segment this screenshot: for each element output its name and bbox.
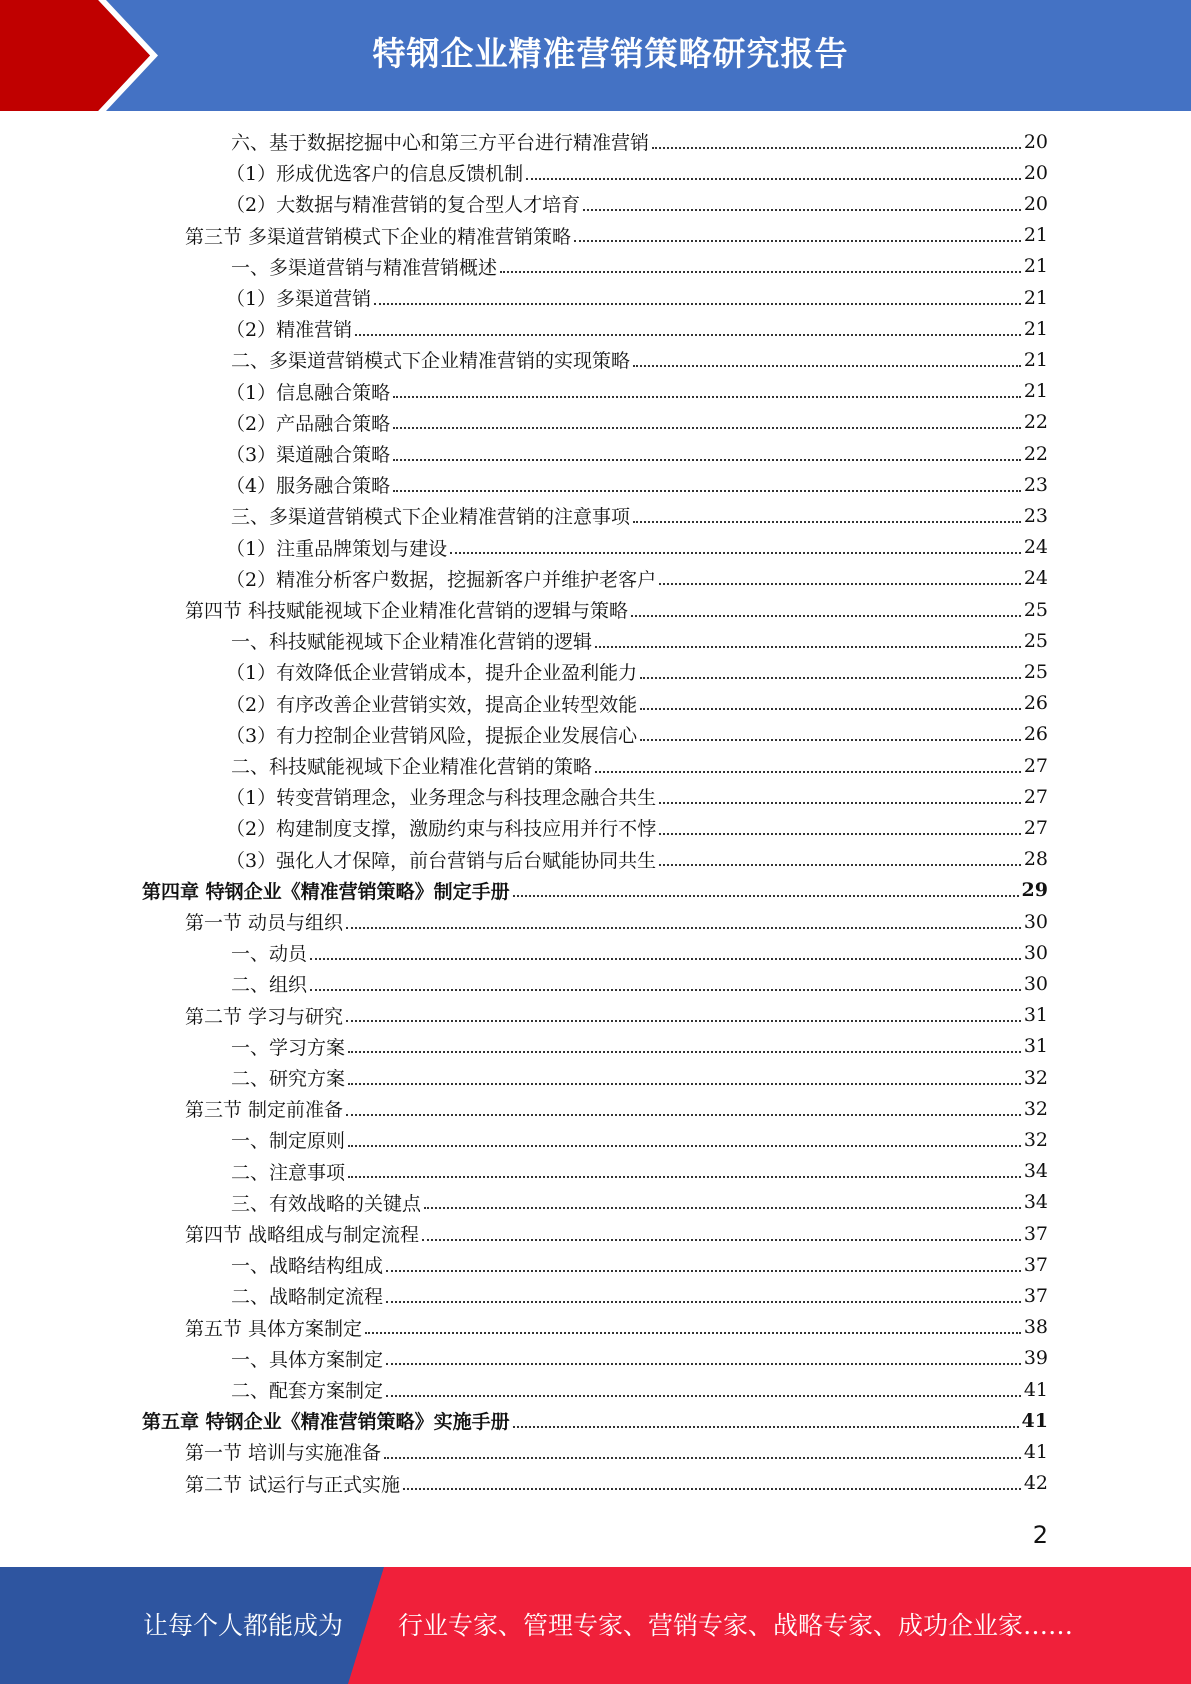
toc-entry-label: （2）大数据与精准营销的复合型人才培育 (226, 194, 581, 217)
toc-dot-leader (450, 552, 1021, 554)
toc-item-entry[interactable] (226, 188, 1048, 219)
toc-entry-page: 32 (1023, 1128, 1048, 1151)
footer-slogan-left: 让每个人都能成为 (143, 1611, 344, 1640)
toc-dot-leader (393, 427, 1021, 429)
toc-entry-label: 二、注意事项 (231, 1161, 346, 1184)
toc-entry-label: （2）有序改善企业营销实效，提高企业转型效能 (226, 693, 638, 716)
toc-entry-page: 21 (1023, 348, 1048, 371)
toc-item-entry[interactable] (226, 719, 1048, 750)
toc-entry-label: 一、学习方案 (231, 1036, 346, 1059)
toc-item-entry[interactable] (231, 1124, 1048, 1155)
toc-dot-leader (500, 271, 1021, 273)
toc-entry-label: 第三节 制定前准备 (185, 1099, 344, 1122)
toc-dot-leader (393, 490, 1021, 492)
toc-entry-page: 20 (1023, 192, 1048, 215)
toc-entry-page: 27 (1023, 785, 1048, 808)
toc-item-entry[interactable] (226, 532, 1048, 563)
toc-dot-leader (659, 802, 1021, 804)
toc-dot-leader (348, 1176, 1021, 1178)
toc-entry-label: （2）产品融合策略 (226, 412, 391, 435)
toc-dot-leader (346, 1020, 1021, 1022)
toc-entry-label: （1）转变营销理念，业务理念与科技理念融合共生 (226, 787, 657, 810)
toc-entry-page: 24 (1023, 567, 1048, 590)
toc-dot-leader (640, 739, 1021, 741)
toc-entry-label: （1）多渠道营销 (226, 288, 372, 310)
toc-item-entry[interactable] (226, 563, 1048, 594)
toc-entry-label: 二、组织 (231, 974, 308, 997)
toc-entry-label: 二、配套方案制定 (231, 1380, 384, 1402)
toc-item-entry[interactable] (231, 625, 1048, 656)
toc-entry-label: 一、战略结构组成 (231, 1255, 384, 1278)
toc-entry-page: 41 (1023, 1378, 1048, 1401)
toc-dot-leader (348, 1145, 1021, 1147)
toc-item-entry[interactable] (231, 1374, 1048, 1405)
toc-entry-page: 21 (1023, 224, 1048, 247)
page-header (0, 0, 1191, 111)
toc-dot-leader (513, 895, 1019, 897)
toc-entry-label: （2）构建制度支撑，激励约束与科技应用并行不悖 (226, 818, 657, 841)
toc-dot-leader (595, 771, 1021, 773)
toc-item-entry[interactable] (226, 407, 1048, 438)
page-footer (0, 1567, 1191, 1684)
toc-dot-leader (513, 1426, 1019, 1428)
toc-item-entry[interactable] (226, 656, 1048, 687)
toc-entry-label: （1）注重品牌策划与建设 (226, 537, 448, 560)
toc-dot-leader (374, 303, 1021, 305)
toc-entry-page: 32 (1023, 1066, 1048, 1089)
toc-dot-leader (640, 677, 1021, 679)
toc-dot-leader (393, 396, 1021, 398)
toc-item-entry[interactable] (226, 157, 1048, 188)
toc-entry-label: 六、基于数据挖掘中心和第三方平台进行精准营销 (231, 132, 650, 154)
toc-section-entry[interactable] (185, 220, 1048, 251)
toc-entry-label: 第二节 试运行与正式实施 (185, 1473, 401, 1496)
toc-entry-label: （3）有力控制企业营销风险，提振企业发展信心 (226, 724, 638, 747)
toc-dot-leader (386, 1363, 1021, 1365)
toc-entry-label: （2）精准营销 (226, 319, 353, 342)
toc-entry-page: 39 (1023, 1347, 1048, 1370)
page-number: 2 (1032, 1521, 1048, 1549)
toc-item-entry[interactable] (231, 1062, 1048, 1093)
toc-entry-page: 25 (1023, 660, 1048, 683)
header-title: 特钢企业精准营销策略研究报告 (372, 34, 849, 73)
toc-section-entry[interactable] (185, 1468, 1048, 1499)
toc-dot-leader (526, 178, 1021, 180)
toc-entry-page: 38 (1023, 1316, 1048, 1339)
toc-dot-leader (583, 209, 1021, 211)
toc-entry-page: 32 (1023, 1097, 1048, 1120)
toc-item-entry[interactable] (231, 126, 1048, 157)
toc-item-entry[interactable] (226, 313, 1048, 344)
toc-entry-page: 31 (1023, 1035, 1048, 1058)
toc-dot-leader (384, 1457, 1021, 1459)
toc-dot-leader (348, 1083, 1021, 1085)
toc-entry-label: 三、有效战略的关键点 (231, 1192, 422, 1215)
toc-entry-page: 20 (1023, 130, 1048, 153)
toc-entry-page: 34 (1023, 1191, 1048, 1214)
toc-dot-leader (659, 583, 1021, 585)
toc-entry-page: 26 (1023, 723, 1048, 746)
toc-section-entry[interactable] (185, 906, 1048, 937)
toc-entry-label: 二、多渠道营销模式下企业精准营销的实现策略 (231, 350, 631, 373)
toc-entry-page: 28 (1023, 848, 1048, 871)
toc-section-entry[interactable] (185, 1000, 1048, 1031)
toc-item-entry[interactable] (231, 1156, 1048, 1187)
toc-entry-page: 21 (1023, 255, 1048, 278)
toc-entry-page: 42 (1023, 1472, 1048, 1495)
toc-item-entry[interactable] (226, 688, 1048, 719)
toc-item-entry[interactable] (231, 344, 1048, 375)
toc-dot-leader (574, 240, 1021, 242)
toc-dot-leader (652, 147, 1021, 149)
toc-item-entry[interactable] (231, 500, 1048, 531)
toc-dot-leader (348, 1051, 1021, 1053)
toc-entry-page: 26 (1023, 692, 1048, 715)
toc-dot-leader (424, 1207, 1021, 1209)
toc-entry-page: 25 (1023, 598, 1048, 621)
toc-entry-label: （2）精准分析客户数据，挖掘新客户并维护老客户 (226, 568, 657, 591)
toc-item-entry[interactable] (231, 1249, 1048, 1280)
toc-section-entry[interactable] (185, 594, 1048, 625)
toc-dot-leader (422, 1239, 1021, 1241)
toc-entry-label: 第一节 培训与实施准备 (185, 1442, 382, 1465)
toc-item-entry[interactable] (226, 844, 1048, 875)
toc-entry-page: 31 (1023, 1004, 1048, 1027)
toc-dot-leader (640, 708, 1021, 710)
toc-entry-label: （3）强化人才保障，前台营销与后台赋能协同共生 (226, 849, 657, 872)
toc-entry-label: （1）信息融合策略 (226, 381, 391, 404)
toc-dot-leader (310, 958, 1021, 960)
footer-slogan-right: 行业专家、管理专家、营销专家、战略专家、成功企业家…… (398, 1611, 1074, 1640)
toc-entry-page: 24 (1023, 536, 1048, 559)
toc-entry-label: （1）有效降低企业营销成本，提升企业盈利能力 (226, 662, 638, 685)
toc-item-entry[interactable] (226, 812, 1048, 843)
toc-dot-leader (346, 1114, 1021, 1116)
toc-entry-page: 23 (1023, 504, 1048, 527)
toc-entry-label: 二、战略制定流程 (231, 1286, 384, 1309)
toc-chapter-entry[interactable] (142, 1405, 1048, 1436)
toc-entry-label: 一、动员 (231, 943, 308, 966)
toc-dot-leader (595, 646, 1021, 648)
toc-item-entry[interactable] (226, 438, 1048, 469)
toc-dot-leader (659, 864, 1021, 866)
toc-item-entry[interactable] (231, 937, 1048, 968)
toc-item-entry[interactable] (231, 1187, 1048, 1218)
toc-section-entry[interactable] (185, 1093, 1048, 1124)
toc-dot-leader (393, 459, 1021, 461)
toc-entry-page: 20 (1023, 161, 1048, 184)
toc-dot-leader (310, 989, 1021, 991)
toc-entry-label: 第五章 特钢企业《精准营销策略》实施手册 (142, 1411, 510, 1434)
toc-entry-label: 第一节 动员与组织 (185, 912, 344, 934)
toc-entry-page: 25 (1023, 629, 1048, 652)
toc-chapter-entry[interactable] (142, 875, 1048, 906)
toc-entry-page: 21 (1023, 317, 1048, 340)
toc-item-entry[interactable] (231, 1280, 1048, 1311)
toc-entry-label: 第三节 多渠道营销模式下企业的精准营销策略 (185, 225, 572, 248)
toc-entry-page: 41 (1023, 1440, 1048, 1463)
toc-entry-page: 27 (1023, 816, 1048, 839)
toc-entry-page: 27 (1023, 754, 1048, 777)
toc-entry-page: 34 (1023, 1160, 1048, 1183)
toc-dot-leader (633, 365, 1021, 367)
toc-entry-page: 29 (1021, 879, 1048, 902)
toc-entry-page: 22 (1023, 411, 1048, 434)
toc-entry-page: 37 (1023, 1284, 1048, 1307)
toc-entry-label: 第四节 战略组成与制定流程 (185, 1224, 420, 1246)
toc-entry-label: 第四章 特钢企业《精准营销策略》制定手册 (142, 880, 510, 903)
toc-entry-label: （4）服务融合策略 (226, 475, 391, 498)
toc-entry-page: 30 (1023, 972, 1048, 995)
toc-item-entry[interactable] (226, 282, 1048, 313)
toc-entry-label: 二、科技赋能视域下企业精准化营销的策略 (231, 756, 593, 778)
toc-item-entry[interactable] (231, 1343, 1048, 1374)
toc-section-entry[interactable] (185, 1436, 1048, 1467)
toc-dot-leader (365, 1332, 1021, 1334)
toc-entry-label: 二、研究方案 (231, 1068, 346, 1090)
toc-entry-page: 21 (1023, 380, 1048, 403)
toc-item-entry[interactable] (231, 750, 1048, 781)
toc-item-entry[interactable] (226, 376, 1048, 407)
toc-entry-page: 30 (1023, 941, 1048, 964)
toc-entry-label: 一、科技赋能视域下企业精准化营销的逻辑 (231, 631, 593, 654)
toc-entry-label: （3）渠道融合策略 (226, 444, 391, 466)
toc-entry-label: 第五节 具体方案制定 (185, 1317, 363, 1340)
toc-entry-page: 30 (1023, 910, 1048, 933)
toc-item-entry[interactable] (226, 469, 1048, 500)
toc-entry-page: 37 (1023, 1222, 1048, 1245)
toc-entry-label: 一、制定原则 (231, 1130, 346, 1153)
toc-item-entry[interactable] (231, 251, 1048, 282)
toc-entry-label: （1）形成优选客户的信息反馈机制 (226, 163, 524, 186)
toc-entry-label: 一、多渠道营销与精准营销概述 (231, 256, 498, 279)
toc-entry-page: 41 (1021, 1409, 1048, 1432)
toc-item-entry[interactable] (231, 968, 1048, 999)
toc-entry-page: 22 (1023, 442, 1048, 465)
toc-dot-leader (403, 1488, 1021, 1490)
toc-entry-label: 一、具体方案制定 (231, 1348, 384, 1371)
toc-entry-label: 第四节 科技赋能视域下企业精准化营销的逻辑与策略 (185, 600, 629, 622)
toc-dot-leader (386, 1395, 1021, 1397)
toc-dot-leader (386, 1270, 1021, 1272)
toc-entry-page: 37 (1023, 1253, 1048, 1276)
toc-dot-leader (346, 927, 1021, 929)
toc-dot-leader (355, 334, 1021, 336)
toc-section-entry[interactable] (185, 1218, 1048, 1249)
toc-entry-label: 三、多渠道营销模式下企业精准营销的注意事项 (231, 506, 631, 529)
toc-dot-leader (633, 521, 1021, 523)
toc-entry-page: 21 (1023, 286, 1048, 309)
toc-dot-leader (386, 1301, 1021, 1303)
toc-section-entry[interactable] (185, 1312, 1048, 1343)
toc-entry-page: 23 (1023, 473, 1048, 496)
toc-dot-leader (631, 615, 1021, 617)
toc-item-entry[interactable] (231, 1031, 1048, 1062)
toc-dot-leader (659, 833, 1021, 835)
toc-item-entry[interactable] (226, 781, 1048, 812)
toc-entry-label: 第二节 学习与研究 (185, 1005, 344, 1028)
